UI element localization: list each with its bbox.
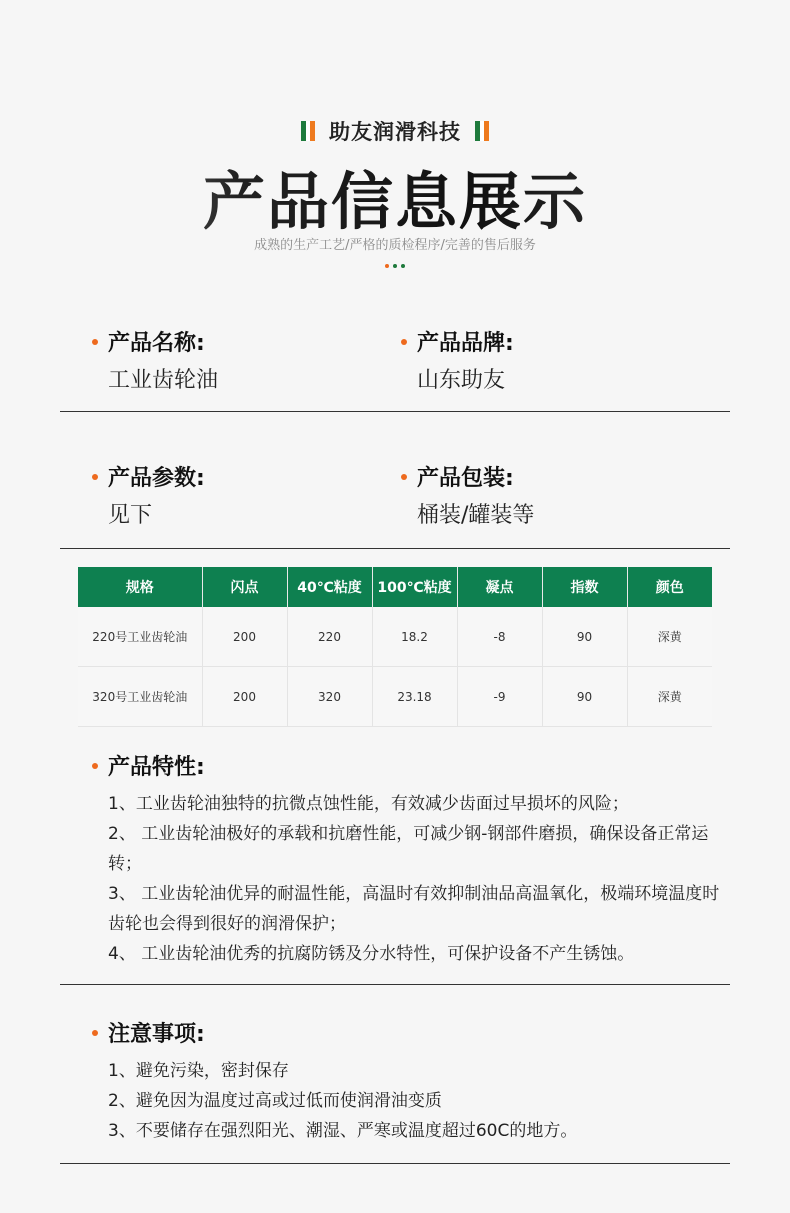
table-cell: 320号工业齿轮油: [78, 667, 202, 727]
column-header: 指数: [542, 567, 627, 607]
product-name-value: 工业齿轮油: [108, 368, 219, 393]
product-params-label: 产品参数:: [108, 466, 205, 491]
table-cell: 220号工业齿轮油: [78, 607, 202, 667]
table-cell: 深黄: [627, 667, 712, 727]
table-cell: 18.2: [372, 607, 457, 667]
column-header: 规格: [78, 567, 202, 607]
table-cell: 320: [287, 667, 372, 727]
column-header: 凝点: [457, 567, 542, 607]
product-name: [92, 326, 218, 394]
features-list: [60, 789, 730, 969]
table-cell: -9: [457, 667, 542, 727]
notes-title: 注意事项:: [108, 1022, 205, 1047]
notes-list: [60, 1056, 730, 1146]
table-header-row: [78, 567, 712, 607]
page-title: 产品信息展示: [0, 152, 790, 241]
features-title: 产品特性:: [108, 755, 205, 780]
list-item: 3、不要储存在强烈阳光、潮湿、严寒或温度超过60C的地方。: [108, 1121, 578, 1141]
product-brand: [401, 326, 514, 394]
brand-header: [0, 116, 790, 146]
list-item: 2、 工业齿轮油极好的承载和抗磨性能，可减少钢-钢部件磨损，确保设备正常运转；: [108, 824, 709, 874]
decorative-dots: [0, 264, 790, 268]
info-row-params-package: [60, 461, 730, 549]
table-cell: 23.18: [372, 667, 457, 727]
list-item: 4、 工业齿轮油优秀的抗腐防锈及分水特性，可保护设备不产生锈蚀。: [108, 944, 635, 964]
table-cell: 90: [542, 607, 627, 667]
spec-table: [78, 567, 712, 727]
column-header: 100℃粘度: [372, 567, 457, 607]
bullet-icon: [401, 339, 407, 345]
bullet-icon: [92, 1030, 98, 1036]
table-cell: 深黄: [627, 607, 712, 667]
bullet-icon: [92, 763, 98, 769]
table-row: [78, 667, 712, 727]
table-cell: 90: [542, 667, 627, 727]
table-cell: 220: [287, 607, 372, 667]
product-params-value: 见下: [108, 503, 153, 528]
column-header: 40℃粘度: [287, 567, 372, 607]
bullet-icon: [92, 339, 98, 345]
features-section: [60, 750, 730, 985]
notes-section: [60, 1017, 730, 1164]
list-item: 3、 工业齿轮油优异的耐温性能，高温时有效抑制油品高温氧化，极端环境温度时齿轮也会得到很好的润滑保护；: [108, 884, 720, 934]
product-package-label: 产品包装:: [417, 466, 514, 491]
product-name-label: 产品名称:: [108, 331, 205, 356]
flag-icon: [301, 121, 315, 141]
list-item: 1、工业齿轮油独特的抗微点蚀性能，有效减少齿面过早损坏的风险；: [108, 794, 629, 814]
product-brand-value: 山东助友: [417, 368, 506, 393]
column-header: 颜色: [627, 567, 712, 607]
product-package: [401, 461, 534, 529]
bullet-icon: [92, 474, 98, 480]
page-subtitle: 成熟的生产工艺/严格的质检程序/完善的售后服务: [254, 238, 536, 253]
info-row-name-brand: [60, 326, 730, 412]
flag-icon: [475, 121, 489, 141]
list-item: 2、避免因为温度过高或过低而使润滑油变质: [108, 1091, 442, 1111]
brand-name: 助友润滑科技: [329, 120, 461, 144]
table-row: [78, 607, 712, 667]
table-cell: 200: [202, 667, 287, 727]
bullet-icon: [401, 474, 407, 480]
column-header: 闪点: [202, 567, 287, 607]
product-package-value: 桶装/罐装等: [417, 503, 535, 528]
table-cell: 200: [202, 607, 287, 667]
list-item: 1、避免污染，密封保存: [108, 1061, 289, 1081]
table-cell: -8: [457, 607, 542, 667]
product-brand-label: 产品品牌:: [417, 331, 514, 356]
product-params: [92, 461, 205, 529]
